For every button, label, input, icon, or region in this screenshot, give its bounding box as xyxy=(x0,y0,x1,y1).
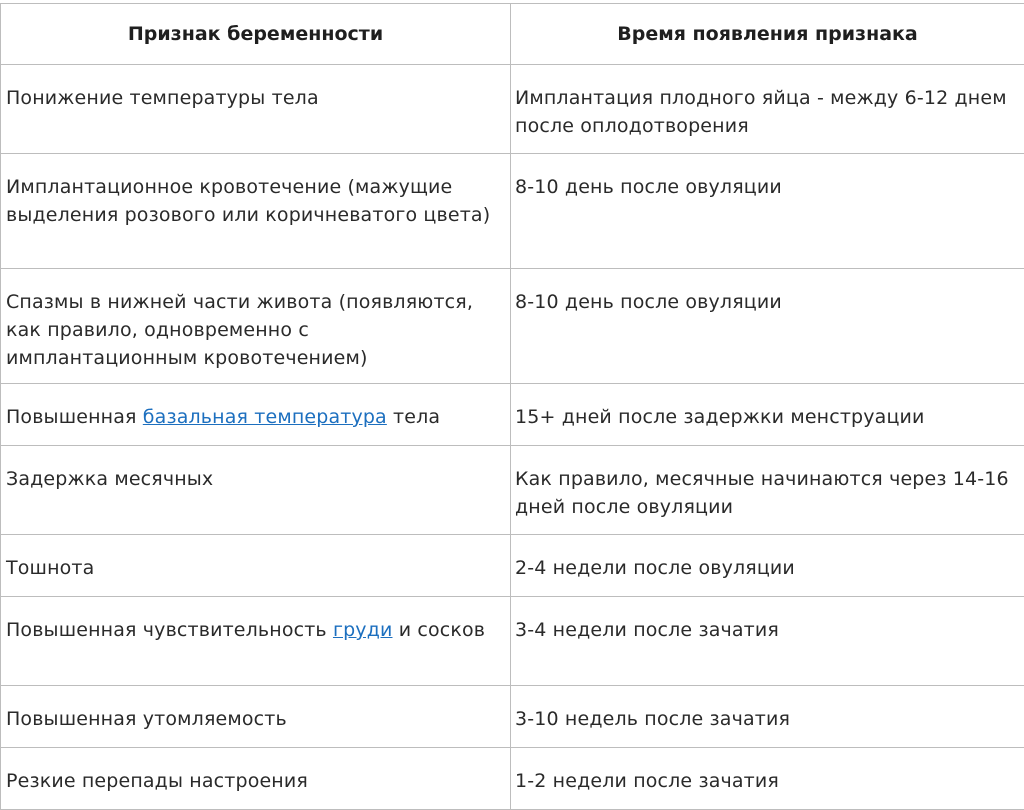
sign-text: Повышенная xyxy=(6,406,143,428)
sign-cell xyxy=(1,597,511,686)
header-sign: Признак беременности xyxy=(1,4,511,65)
sign-text: Повышенная чувствительность xyxy=(6,619,333,641)
time-cell: 8-10 день после овуляции xyxy=(511,154,1024,269)
sign-cell: Резкие перепады настроения xyxy=(1,748,511,810)
basal-temperature-link[interactable]: базальная температура xyxy=(143,406,387,428)
sign-text: тела xyxy=(387,406,440,428)
sign-cell: Тошнота xyxy=(1,535,511,597)
sign-cell: Повышенная утомляемость xyxy=(1,686,511,748)
time-cell: Как правило, месячные начинаются через 14-16 дней после овуляции xyxy=(511,446,1024,535)
time-cell: 15+ дней после задержки менструации xyxy=(511,384,1024,446)
header-row xyxy=(1,4,1024,65)
sign-cell: Понижение температуры тела xyxy=(1,65,511,154)
time-cell: 3-4 недели после зачатия xyxy=(511,597,1024,686)
sign-cell: Задержка месячных xyxy=(1,446,511,535)
table-row xyxy=(1,65,1024,154)
table-row xyxy=(1,535,1024,597)
table-row xyxy=(1,269,1024,384)
time-cell: 1-2 недели после зачатия xyxy=(511,748,1024,810)
pregnancy-signs-table xyxy=(0,3,1024,810)
time-cell: Имплантация плодного яйца - между 6-12 днем после оплодотворения xyxy=(511,65,1024,154)
breast-link[interactable]: груди xyxy=(333,619,393,641)
header-time: Время появления признака xyxy=(511,4,1024,65)
time-cell: 8-10 день после овуляции xyxy=(511,269,1024,384)
table-row xyxy=(1,686,1024,748)
table-row xyxy=(1,748,1024,810)
time-cell: 2-4 недели после овуляции xyxy=(511,535,1024,597)
sign-cell xyxy=(1,384,511,446)
sign-cell: Спазмы в нижней части живота (появляются, как правило, одновременно с имплантационным кровотечением) xyxy=(1,269,511,384)
table-row xyxy=(1,597,1024,686)
table-row xyxy=(1,384,1024,446)
table-row xyxy=(1,446,1024,535)
sign-text: и сосков xyxy=(393,619,486,641)
sign-cell: Имплантационное кровотечение (мажущие выделения розового или коричневатого цвета) xyxy=(1,154,511,269)
table-row xyxy=(1,154,1024,269)
time-cell: 3-10 недель после зачатия xyxy=(511,686,1024,748)
